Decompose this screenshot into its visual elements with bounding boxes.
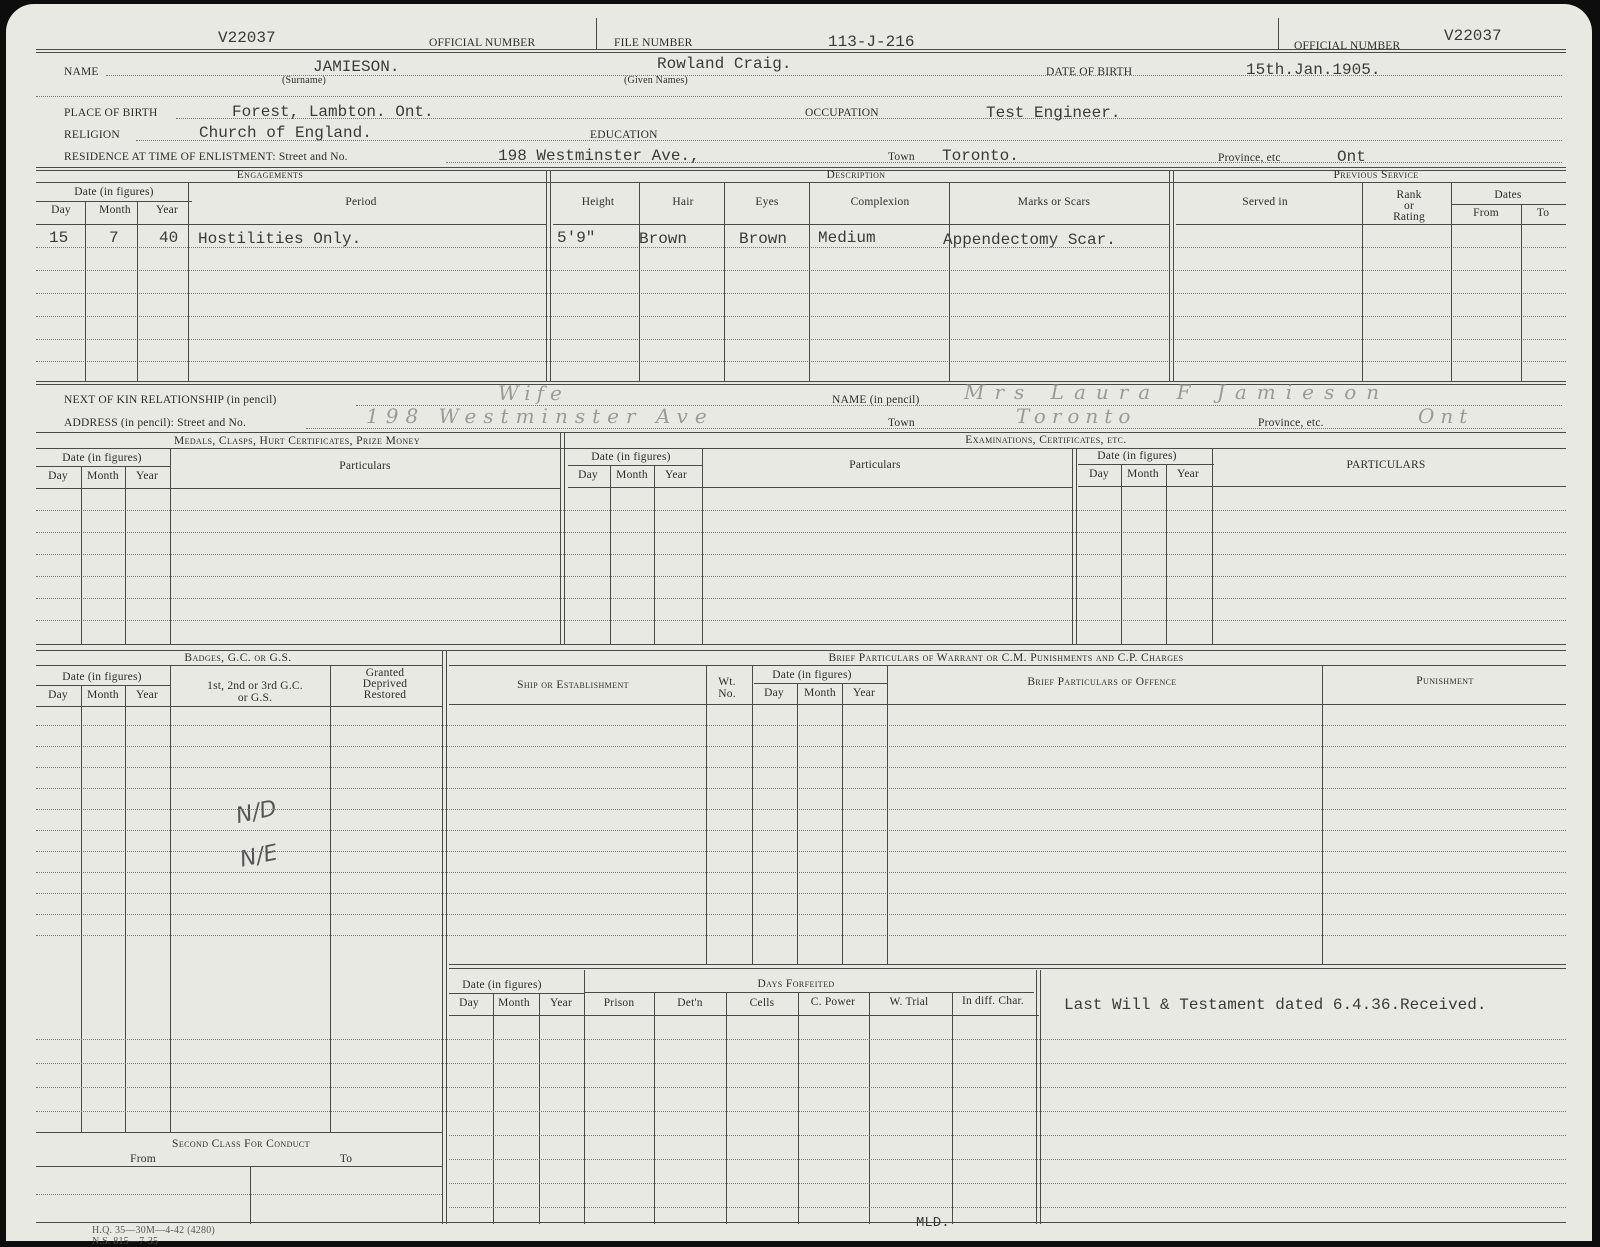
exams-date-header: Date (in figures) <box>591 451 671 463</box>
eyes-value: Brown <box>739 230 788 248</box>
form-number-2: N.S. 815—7-35 <box>92 1236 159 1247</box>
eyes-label: Eyes <box>755 196 779 208</box>
dotted-line <box>36 725 1566 726</box>
col-line <box>188 182 189 381</box>
served-in-label: Served in <box>1242 196 1288 208</box>
col-line <box>952 992 953 1224</box>
official-number-right: V22037 <box>1444 27 1502 45</box>
conduct-title: Second Class For Conduct <box>172 1138 310 1150</box>
badges-granted-header: Granted Deprived Restored <box>362 667 408 701</box>
col-line <box>809 182 810 381</box>
badges-year: Year <box>136 689 158 701</box>
rule <box>1078 486 1566 487</box>
badges-date-header: Date (in figures) <box>62 671 142 683</box>
dotted-line <box>449 1135 1566 1136</box>
rule <box>568 465 703 466</box>
dotted-line <box>36 1111 1566 1112</box>
dotted-line <box>36 809 1566 810</box>
to-label: To <box>1536 207 1550 219</box>
rule <box>36 167 1566 168</box>
col-line <box>81 466 82 644</box>
dotted-line <box>36 339 1566 340</box>
punish-year: Year <box>853 687 875 699</box>
medals-year: Year <box>136 470 158 482</box>
col-double-line <box>1072 448 1077 644</box>
eng-period-value: Hostilities Only. <box>198 230 362 248</box>
rule <box>36 182 1566 183</box>
dotted-line <box>36 767 1566 768</box>
dotted-line <box>36 1087 1566 1088</box>
col-double-line <box>546 170 551 381</box>
rule <box>553 224 1170 225</box>
df-diff: In diff. Char. <box>962 995 1024 1007</box>
dotted-line <box>136 140 1562 141</box>
col-line <box>539 993 540 1224</box>
height-value: 5'9" <box>557 229 596 247</box>
exams-title: Examinations, Certificates, etc. <box>965 434 1127 446</box>
dotted-line <box>449 1183 1566 1184</box>
eng-year-value: 40 <box>159 229 179 247</box>
col-line <box>610 465 611 644</box>
rule <box>568 487 1072 488</box>
dotted-line <box>36 1063 1566 1064</box>
dotted-line <box>36 293 1566 294</box>
rule <box>36 1166 442 1167</box>
dotted-line <box>36 576 1566 577</box>
pob-label: PLACE OF BIRTH <box>64 107 158 119</box>
dotted-line <box>36 788 1566 789</box>
service-record-card <box>6 4 1592 1247</box>
exams-date-header-2: Date (in figures) <box>1097 450 1177 462</box>
official-number-label: OFFICIAL NUMBER <box>429 37 536 49</box>
dotted-line <box>106 75 1562 76</box>
conduct-to: To <box>339 1153 353 1165</box>
occupation: Test Engineer. <box>986 104 1121 122</box>
given-names: Rowland Craig. <box>657 55 792 73</box>
col-line <box>842 683 843 964</box>
rule <box>36 1222 1566 1223</box>
rule <box>449 1015 1039 1016</box>
engagements-title: Engagements <box>236 169 304 181</box>
place-of-birth: Forest, Lambton. Ont. <box>232 103 434 121</box>
exams-particulars: Particulars <box>849 459 901 471</box>
description-title: Description <box>826 169 886 181</box>
dotted-line <box>36 532 1566 533</box>
dotted-line <box>36 510 1566 511</box>
dob: 15th.Jan.1905. <box>1246 61 1381 79</box>
dotted-line <box>36 554 1566 555</box>
medals-month: Month <box>87 470 119 482</box>
dotted-line <box>36 872 1566 873</box>
hair-label: Hair <box>672 196 694 208</box>
punish-date-header: Date (in figures) <box>772 669 852 681</box>
rule <box>36 650 1566 651</box>
rule <box>36 644 1566 645</box>
eng-month: Month <box>99 204 131 216</box>
dotted-line <box>446 162 1562 163</box>
punish-month: Month <box>804 687 836 699</box>
col-line <box>125 685 126 1132</box>
rule <box>1452 204 1566 205</box>
complexion-label: Complexion <box>850 196 910 208</box>
dotted-line <box>36 746 1566 747</box>
divider <box>596 18 597 50</box>
df-cpower: C. Power <box>810 996 856 1008</box>
nok-address-label: ADDRESS (in pencil): Street and No. <box>64 417 247 429</box>
dotted-line <box>36 830 1566 831</box>
badges-month: Month <box>87 689 119 701</box>
badges-note-nd: N/D <box>233 796 279 829</box>
rule <box>449 993 585 994</box>
dotted-line <box>176 118 1562 119</box>
punishment-header: Punishment <box>1416 675 1474 687</box>
col-line <box>170 448 171 644</box>
df-prison: Prison <box>603 997 635 1009</box>
from-label: From <box>1473 207 1499 219</box>
rule <box>449 665 1566 666</box>
col-line <box>137 201 138 381</box>
col-line <box>887 665 888 964</box>
official-number-label-right: OFFICIAL NUMBER <box>1294 40 1401 52</box>
marks-label: Marks or Scars <box>1017 196 1091 208</box>
col-line <box>250 1166 251 1224</box>
df-detn: Det'n <box>677 997 703 1009</box>
nok-relationship: Wife <box>498 381 568 405</box>
eng-day-value: 15 <box>49 229 69 247</box>
eng-day: Day <box>51 204 71 216</box>
hair-value: Brown <box>639 230 688 248</box>
dotted-line <box>36 620 1566 621</box>
conduct-from: From <box>130 1153 156 1165</box>
col-line <box>706 665 707 964</box>
dotted-line <box>36 270 1566 271</box>
col-line <box>1362 182 1363 381</box>
col-line <box>125 466 126 644</box>
height-label: Height <box>581 196 615 208</box>
exams-day-2: Day <box>1089 468 1109 480</box>
col-line <box>654 465 655 644</box>
religion-label: RELIGION <box>64 129 120 141</box>
given-caption: (Given Names) <box>624 75 688 86</box>
df-day: Day <box>459 997 479 1009</box>
col-line <box>1166 464 1167 644</box>
punish-day: Day <box>764 687 784 699</box>
rule <box>36 448 1566 449</box>
col-line <box>330 665 331 1132</box>
col-line <box>1521 204 1522 381</box>
dotted-line <box>36 361 1566 362</box>
col-line <box>1451 182 1452 381</box>
nok-address: 198 Westminster Ave <box>366 404 714 428</box>
exams-month: Month <box>616 469 648 481</box>
rule <box>585 992 1034 993</box>
residence-label: RESIDENCE AT TIME OF ENLISTMENT: Street and No. <box>64 151 348 163</box>
rule <box>36 466 171 467</box>
wt-no-header: Wt. No. <box>718 676 736 700</box>
offence-header: Brief Particulars of Offence <box>1027 676 1177 688</box>
eng-year: Year <box>156 204 178 216</box>
df-wtrial: W. Trial <box>889 996 929 1008</box>
df-month: Month <box>498 997 530 1009</box>
col-line <box>798 992 799 1224</box>
badges-day: Day <box>48 689 68 701</box>
previous-service-title: Previous Service <box>1333 169 1419 181</box>
exams-particulars-2: PARTICULARS <box>1346 459 1426 471</box>
dotted-line <box>36 893 1566 894</box>
dotted-line <box>36 598 1566 599</box>
dotted-line <box>36 96 1562 97</box>
province-label: Province, etc <box>1218 152 1281 164</box>
eng-date-header: Date (in figures) <box>74 186 154 198</box>
col-line <box>493 993 494 1224</box>
dotted-line <box>449 1159 1566 1160</box>
nok-relationship-label: NEXT OF KIN RELATIONSHIP (in pencil) <box>64 394 277 406</box>
nok-town: Toronto <box>1016 404 1137 428</box>
dotted-line <box>36 247 1566 248</box>
medals-date-header: Date (in figures) <box>62 452 142 464</box>
col-double-line <box>1169 170 1174 381</box>
nok-province-label: Province, etc. <box>1258 417 1324 429</box>
dob-label: DATE OF BIRTH <box>1046 66 1133 78</box>
dotted-line <box>449 1207 1566 1208</box>
punishments-title: Brief Particulars of Warrant or C.M. Punishments and C.P. Charges <box>828 652 1184 664</box>
exams-month-2: Month <box>1127 468 1159 480</box>
col-line <box>752 665 753 964</box>
badges-title: Badges, G.C. or G.S. <box>184 652 292 664</box>
df-date-header: Date (in figures) <box>462 979 542 991</box>
col-line <box>584 970 585 1224</box>
marks-value: Appendectomy Scar. <box>943 231 1116 249</box>
surname-caption: (Surname) <box>282 75 327 86</box>
rule <box>36 224 546 225</box>
col-line <box>726 992 727 1224</box>
col-double-line <box>560 432 565 644</box>
dotted-line <box>36 1039 1566 1040</box>
dates-label: Dates <box>1494 189 1522 201</box>
col-line <box>797 683 798 964</box>
dotted-line <box>36 1194 442 1195</box>
rule <box>449 964 1566 965</box>
dotted-line <box>36 935 1566 936</box>
rule <box>754 683 888 684</box>
rank-label: Rank or Rating <box>1393 189 1425 223</box>
dotted-line <box>306 428 1562 429</box>
surname: JAMIESON. <box>313 58 400 76</box>
col-line <box>81 685 82 1132</box>
rule <box>1176 224 1566 225</box>
df-year: Year <box>550 997 572 1009</box>
file-number-label: FILE NUMBER <box>614 37 693 49</box>
col-line <box>1121 464 1122 644</box>
badges-note-ne: N/E <box>237 840 280 873</box>
official-number-left: V22037 <box>218 29 276 47</box>
col-line <box>949 182 950 381</box>
form-number: H.Q. 35—30M—4-42 (4280) <box>92 1225 215 1236</box>
badges-gc-header: 1st, 2nd or 3rd G.C. or G.S. <box>207 680 303 704</box>
name-label: NAME <box>64 66 99 78</box>
col-double-line <box>442 650 447 1224</box>
town-label: Town <box>888 151 915 163</box>
religion: Church of England. <box>199 124 372 142</box>
medals-particulars: Particulars <box>339 460 391 472</box>
df-cells: Cells <box>749 997 775 1009</box>
eng-month-value: 7 <box>109 229 119 247</box>
rule <box>36 1132 442 1133</box>
rule <box>36 665 442 666</box>
education-label: EDUCATION <box>590 129 658 141</box>
dotted-line <box>36 914 1566 915</box>
rule <box>36 706 442 707</box>
col-line <box>85 201 86 381</box>
dotted-line <box>36 316 1566 317</box>
col-line <box>724 182 725 381</box>
residence-street: 198 Westminster Ave., <box>498 147 700 165</box>
initials: MLD. <box>916 1215 950 1231</box>
rule <box>36 432 1566 433</box>
rule <box>1078 464 1214 465</box>
medals-title: Medals, Clasps, Hurt Certificates, Prize Money <box>173 435 421 447</box>
col-double-line <box>1036 970 1041 1224</box>
col-line <box>702 448 703 644</box>
col-line <box>869 992 870 1224</box>
eng-period-header: Period <box>345 196 377 208</box>
residence-province: Ont <box>1337 148 1366 166</box>
file-number: 113-J-216 <box>828 33 915 51</box>
rule <box>36 488 560 489</box>
medals-day: Day <box>48 470 68 482</box>
occupation-label: OCCUPATION <box>805 107 879 119</box>
exams-day: Day <box>578 469 598 481</box>
col-line <box>654 992 655 1224</box>
col-line <box>1322 665 1323 964</box>
exams-year-2: Year <box>1177 468 1199 480</box>
col-line <box>170 665 171 1132</box>
df-title: Days Forfeited <box>757 978 835 990</box>
divider <box>1278 18 1279 50</box>
rule <box>449 968 1566 969</box>
nok-name: Mrs Laura F Jamieson <box>964 380 1390 404</box>
nok-province: Ont <box>1418 404 1474 428</box>
remarks-text: Last Will & Testament dated 6.4.36.Received. <box>1064 996 1487 1014</box>
exams-year: Year <box>665 469 687 481</box>
rule <box>36 685 171 686</box>
complexion-value: Medium <box>818 229 876 247</box>
ship-header: Ship or Establishment <box>517 679 629 691</box>
rule <box>36 201 192 202</box>
dotted-line <box>36 851 1566 852</box>
residence-town: Toronto. <box>942 147 1019 165</box>
col-line <box>1212 448 1213 644</box>
nok-name-label: NAME (in pencil) <box>832 394 920 406</box>
rule <box>449 704 1566 705</box>
col-line <box>639 182 640 381</box>
nok-town-label: Town <box>888 417 915 429</box>
